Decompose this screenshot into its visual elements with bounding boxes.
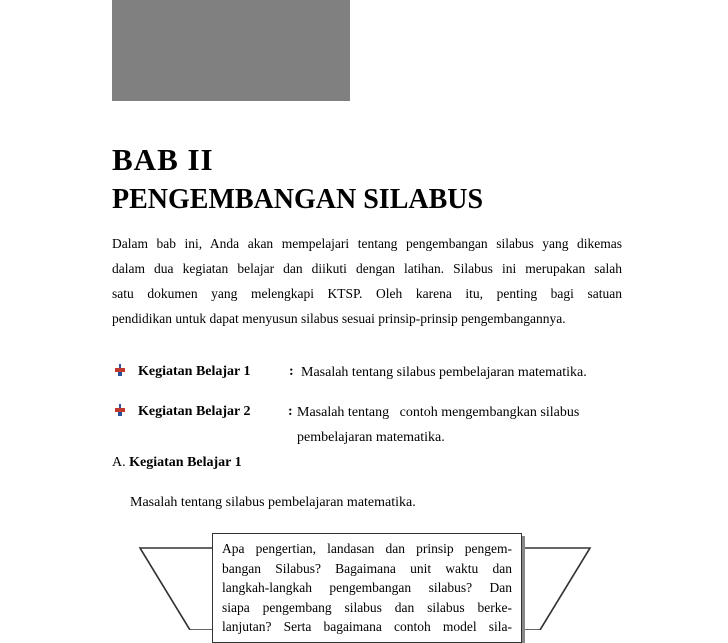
- question-text: [222, 539, 512, 637]
- intro-line: pendidikan untuk dapat menyusun silabus sesuai prinsip-prinsip pengembangannya.: [112, 311, 566, 326]
- section-a-title: Kegiatan Belajar 1: [129, 455, 242, 470]
- intro-line: dalam dua kegiatan belajar dan diikuti dengan latihan. Silabus ini merupakan salah: [112, 261, 622, 276]
- activity-1-label: Kegiatan Belajar 1: [138, 364, 251, 379]
- activity-2-description: Masalah tentang contoh mengembangkan silabus: [297, 405, 580, 420]
- activity-2-label: Kegiatan Belajar 2: [138, 404, 251, 419]
- question-line: bangan Silabus? Bagaimana unit waktu dan: [222, 560, 512, 576]
- question-line: lanjutan? Serta bagaimana contoh model sila-: [222, 619, 512, 634]
- question-line: langkah-langkah pengembangan silabus? Dan: [222, 580, 512, 595]
- intro-line: satu dokumen yang melengkapi KTSP. Oleh karena itu, penting bagi satuan: [112, 286, 622, 301]
- question-line: siapa pengembang silabus dan silabus berke-: [222, 599, 512, 615]
- chapter-title: PENGEMBANGAN SILABUS: [112, 184, 484, 215]
- activity-2-description-cont: pembelajaran matematika.: [297, 430, 445, 445]
- section-a-prefix: A.: [112, 455, 126, 470]
- chapter-number: BAB II: [112, 142, 214, 177]
- question-line: Apa pengertian, landasan dan prinsip pengem-: [222, 541, 512, 556]
- intro-line: Dalam bab ini, Anda akan mempelajari tentang pengembangan silabus yang dikemas: [112, 236, 622, 251]
- section-a-subtitle: Masalah tentang silabus pembelajaran matematika.: [130, 495, 416, 510]
- activity-2-colon: :: [288, 404, 293, 419]
- activity-1-colon: :: [289, 364, 294, 379]
- activity-1-description: Masalah tentang silabus pembelajaran matematika.: [301, 365, 587, 380]
